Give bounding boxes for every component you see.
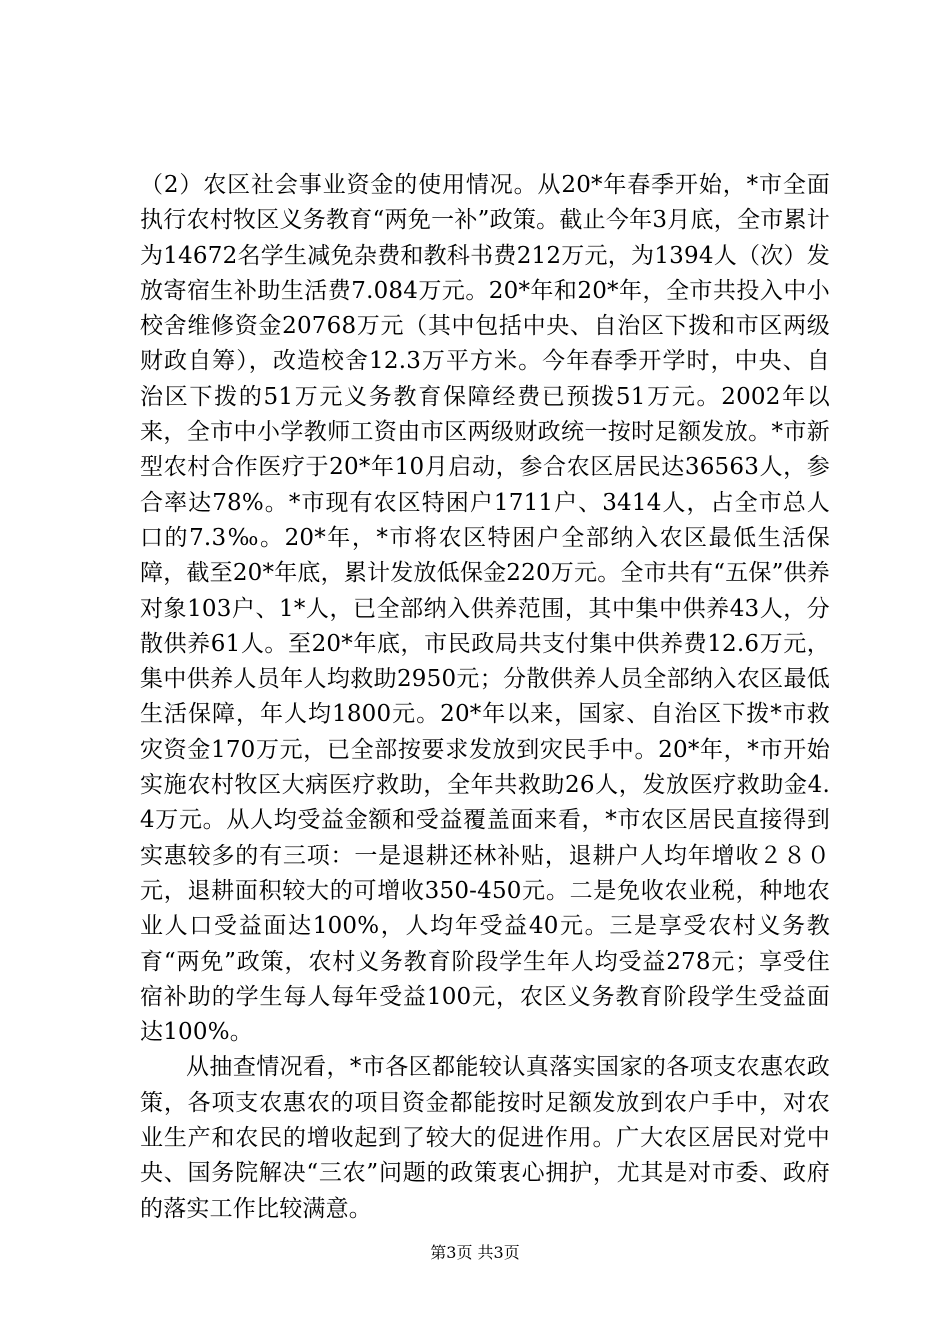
page-footer: 第3页 共3页 [430,1243,520,1262]
paragraph-social-funds: （2）农区社会事业资金的使用情况。从20*年春季开始，*市全面执行农村牧区义务教育“两免一补”政策。截止今年3月底，全市累计为14672名学生减免杂费和教科书费212万元，为1394人（次）发放寄宿生补助生活费7.084万元。20*年和20*年，全市共投入中小校舍维修资金20768万元（其中包括中央、自治区下拨和市区两级财政自筹），改造校舍12.3万平方米。今年春季开学时，中央、自治区下拨的51万元义务教育保障经费已预拨51万元。2002年以来，全市中小学教师工资由市区两级财政统一按时足额发放。*市新型农村合作医疗于20*年10月启动，参合农区居民达36563人，参合率达78%。*市现有农区特困户1711户、3414人，占全市总人口的7.3‰。20*年，*市将农区特困户全部纳入农区最低生活保障，截至20*年底，累计发放低保金220万元。全市共有“五保”供养对象103户、1*人，已全部纳入供养范围，其中集中供养43人，分散供养61人。至20*年底，市民政局共支付集中供养费12.6万元，集中供养人员年人均救助2950元；分散供养人员全部纳入农区最低生活保障，年人均1800元。20*年以来，国家、自治区下拨*市救灾资金170万元，已全部按要求发放到灾民手中。20*年，*市开始实施农村牧区大病医疗救助，全年共救助26人，发放医疗救助金4.4万元。从人均受益金额和受益覆盖面来看，*市农区居民直接得到实惠较多的有三项：一是退耕还林补贴，退耕户人均年增收２８０元，退耕面积较大的可增收350-450元。二是免收农业税，种地农业人口受益面达100%，人均年受益40元。三是享受农村义务教育“两免”政策，农村义务教育阶段学生年人均受益278元；享受住宿补助的学生每人每年受益100元，农区义务教育阶段学生受益面达100%。 [140,172,830,1046]
paragraph-inspection-summary: 从抽查情况看，*市各区都能较认真落实国家的各项支农惠农政策，各项支农惠农的项目资金都能按时足额发放到农户手中，对农业生产和农民的增收起到了较大的促进作用。广大农区居民对党中央、国务院解决“三农”问题的政策衷心拥护，尤其是对市委、政府的落实工作比较满意。 [140,1054,830,1222]
document-body [140,168,830,1227]
